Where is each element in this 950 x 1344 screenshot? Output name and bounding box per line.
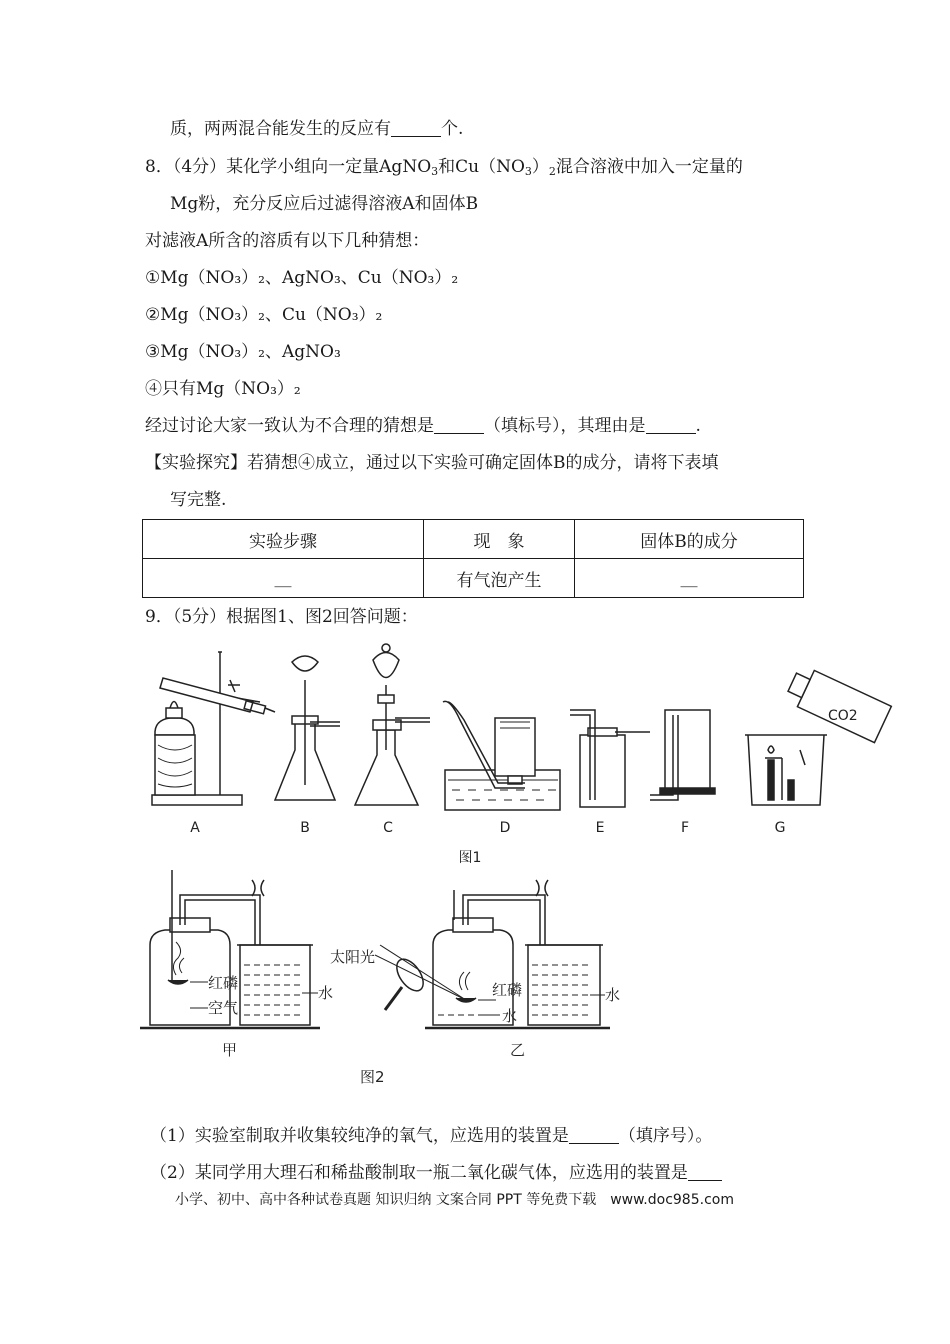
apparatus-yi: [375, 880, 610, 1028]
label-d: D: [499, 820, 511, 836]
apparatus-a: [152, 652, 275, 805]
label-taiyangguang: 太阳光: [330, 948, 376, 966]
q8-discussion: 经过讨论大家一致认为不合理的猜想是 （填标号），其理由是 .: [145, 416, 701, 436]
apparatus-c: [355, 644, 430, 805]
label-c: C: [383, 820, 393, 836]
guess-2: ②Mg（NO₃）₂、Cu（NO₃）₂: [145, 305, 383, 325]
label-b: B: [300, 820, 310, 836]
label-a: A: [190, 820, 200, 836]
apparatus-d: [443, 701, 560, 810]
header-phenomenon: 现 象: [424, 520, 575, 559]
guess-3: ③Mg（NO₃）₂、AgNO₃: [145, 342, 341, 362]
label-shui-yi-bottle: 水: [502, 1007, 518, 1025]
figure-1-caption: 图1: [458, 850, 482, 866]
label-jia: 甲: [222, 1041, 238, 1059]
label-shui-yi: 水: [605, 986, 621, 1004]
answer-blank: [646, 415, 696, 434]
header-steps: 实验步骤: [143, 520, 424, 559]
answer-blank: [391, 118, 441, 137]
q8-stem: 8．（4分）某化学小组向一定量AgNO$_3$和$Cu(NO_3)_2$混合溶液中加入一定量的: [145, 157, 743, 178]
table-header-row: [143, 520, 804, 559]
label-yi: 乙: [510, 1041, 526, 1059]
q8-line3: 对滤液A所含的溶质有以下几种猜想：: [145, 231, 430, 251]
q8-explore-line1: 【实验探究】若猜想④成立，通过以下实验可确定固体B的成分，请将下表填: [145, 453, 719, 473]
q8-line2: Mg粉，充分反应后过滤得溶液A和固体B: [170, 194, 479, 214]
guess-4: ④只有Mg（NO₃）₂: [145, 379, 301, 399]
label-honglin-yi: 红磷: [492, 981, 523, 999]
q9-sub1: （1）实验室制取并收集较纯净的氧气，应选用的装置是 （填序号）。: [150, 1126, 713, 1146]
apparatus-e: [570, 710, 650, 807]
apparatus-b: [275, 656, 340, 800]
answer-blank: [688, 1162, 722, 1181]
label-honglin-jia: 红磷: [208, 974, 239, 992]
page-footer: 小学、初中、高中各种试卷真题 知识归纳 文案合同 PPT 等免费下载 www.doc985.com: [175, 1192, 734, 1208]
label-g: G: [774, 820, 786, 836]
apparatus-g: [745, 664, 891, 805]
figure-1: [140, 640, 900, 870]
figure-2-caption: 图2: [360, 1068, 385, 1086]
table-row: [143, 559, 804, 598]
q8-explore-line2: 写完整.: [170, 490, 227, 510]
label-shui-jia: 水: [318, 984, 334, 1002]
q9-stem: 9．（5分）根据图1、图2回答问题：: [145, 607, 418, 627]
answer-blank: [569, 1125, 619, 1144]
answer-blank: [434, 415, 484, 434]
q9-sub2: （2）某同学用大理石和稀盐酸制取一瓶二氧化碳气体，应选用的装置是: [150, 1161, 722, 1185]
experiment-table: [142, 519, 804, 598]
cell-steps: __: [143, 559, 424, 598]
co2-label: CO2: [828, 708, 858, 724]
cell-phenomenon: 有气泡产生: [424, 559, 575, 598]
label-kongqi: 空气: [208, 999, 239, 1017]
label-f: F: [680, 820, 690, 836]
label-e: E: [595, 820, 605, 836]
header-composition: 固体B的成分: [575, 520, 804, 559]
apparatus-f: [650, 710, 715, 800]
q7-tail: 质，两两混合能发生的反应有 个.: [170, 119, 464, 139]
cell-composition: __: [575, 559, 804, 598]
guess-1: ①Mg（NO₃）₂、AgNO₃、Cu（NO₃）₂: [145, 268, 459, 288]
figure-2: [140, 870, 640, 1095]
